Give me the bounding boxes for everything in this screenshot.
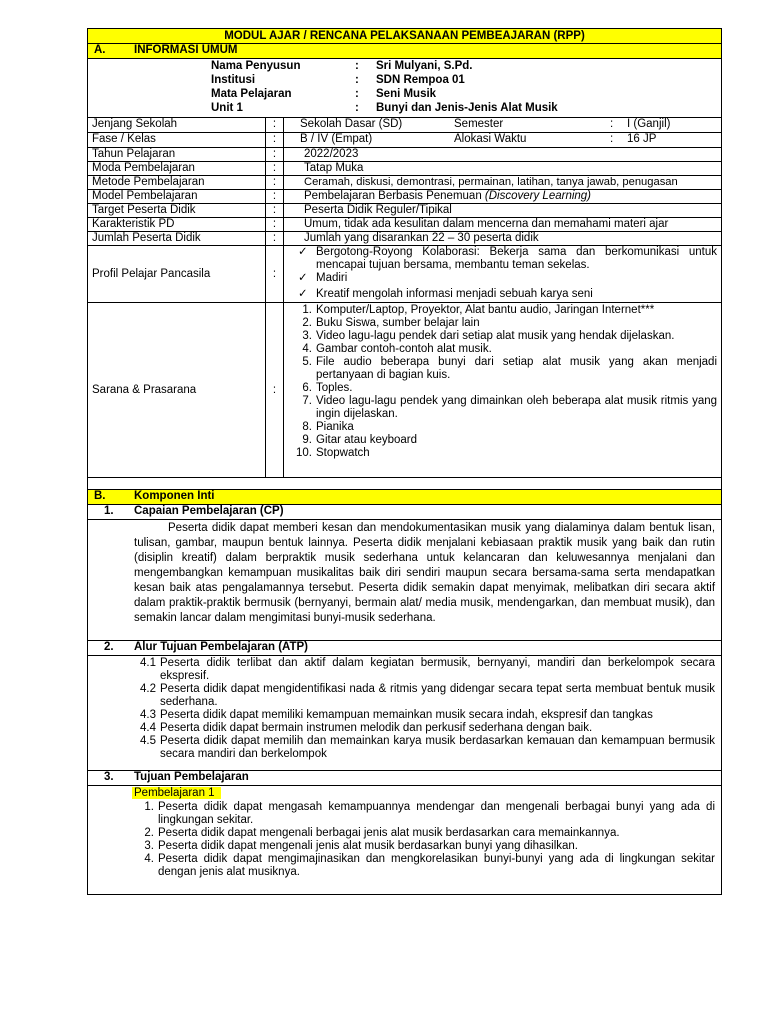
profil-item: ✓ Bergotong-Royong Kolaborasi: Bekerja sama dan berkomunikasi untuk mencapai tujuan bersama, membantu teman sekelas.	[298, 246, 718, 271]
info-label: Unit 1	[211, 102, 243, 114]
detail-label: Moda Pembelajaran	[88, 162, 266, 176]
profil-item: ✓ Madiri	[298, 272, 348, 284]
detail-colon: :	[266, 232, 284, 246]
check-icon: ✓	[298, 272, 308, 284]
model-text-italic: (Discovery Learning)	[484, 190, 592, 202]
atp-header	[88, 641, 722, 656]
info-value: Sri Mulyani, S.Pd.	[376, 60, 473, 72]
list-item: 4.4 Peserta didik dapat bermain instrumen melodik dan perkusif sederhana dengan baik.	[140, 722, 593, 734]
detail-colon: :	[266, 148, 284, 162]
semester-colon: :	[610, 118, 614, 130]
list-item: 9. Gitar atau keyboard	[302, 434, 418, 446]
general-info-block	[88, 59, 722, 118]
row-fase	[88, 133, 722, 148]
tujuan-block	[88, 786, 722, 895]
detail-label: Jumlah Peserta Didik	[88, 232, 266, 246]
atp-title: Alur Tujuan Pembelajaran (ATP)	[134, 641, 309, 653]
detail-label: Target Peserta Didik	[88, 204, 266, 218]
alokasi-colon: :	[610, 133, 614, 145]
section-a-title: INFORMASI UMUM	[134, 44, 238, 56]
list-item: 10. Stopwatch	[296, 447, 370, 459]
sarana-list	[284, 303, 722, 478]
list-item: 4.2 Peserta didik dapat mengidentifikasi nada & ritmis yang didengar secara tepat serta membuat bentuk musik sederhana.	[140, 683, 716, 708]
profil-list	[284, 246, 722, 303]
rpp-table	[87, 28, 722, 895]
tujuan-header	[88, 771, 722, 786]
row-moda	[88, 162, 722, 176]
detail-value: Sekolah Dasar (SD)	[300, 118, 403, 130]
info-row-unit	[88, 102, 721, 116]
section-a-number: A.	[94, 44, 106, 56]
row-target	[88, 204, 722, 218]
detail-colon: :	[266, 204, 284, 218]
cp-paragraph: Peserta didik dapat memberi kesan dan mendokumentasikan musik yang dialaminya dalam bentuk lisan, tulisan, gambar, maupun bentuk lainnya. Peserta didik menjalani kebiasaan praktik musik yang baik dan rutin (disiplin kreatif) dalam berpraktik musik sederhana untuk kelancaran dan keluwesannya menjalani dan mengembangkan kemampuan musikalitas baik diri sendiri maupun secara bersama-sama serta mendapatkan kesan baik atas pengalamannya tersebut. Peserta didik semakin dapat menyimak, melibatkan diri secara aktif dalam praktik-praktik bermusik (bernyanyi, bermain alat/ media musik, mendengarkan, dan membuat musik), dan semakin lancar dalam mengimitasi bunyi-musik sederhana.	[88, 520, 722, 641]
alokasi-label: Alokasi Waktu	[454, 133, 527, 145]
detail-colon: :	[266, 190, 284, 204]
detail-colon: :	[266, 246, 284, 303]
row-jenjang	[88, 118, 722, 133]
detail-colon: :	[266, 303, 284, 478]
semester-label: Semester	[454, 118, 504, 130]
list-item: 8. Pianika	[302, 421, 354, 433]
info-colon: :	[355, 88, 359, 100]
pembelajaran-label: Pembelajaran 1	[132, 787, 221, 799]
row-sarana	[88, 303, 722, 478]
detail-label: Fase / Kelas	[88, 133, 266, 148]
detail-value	[284, 190, 722, 204]
detail-colon: :	[266, 133, 284, 148]
info-value: Seni Musik	[376, 88, 437, 100]
spacer-row	[88, 478, 722, 490]
info-label: Mata Pelajaran	[211, 88, 292, 100]
atp-number: 2.	[104, 641, 114, 653]
document-title: MODUL AJAR / RENCANA PELAKSANAAN PEMBEAJARAN (RPP)	[88, 29, 722, 44]
list-item: 7. Video lagu-lagu pendek yang dimainkan oleh beberapa alat musik ritmis yang ingin dijelaskan.	[302, 395, 718, 420]
detail-value: 2022/2023	[284, 148, 722, 162]
detail-value: Jumlah yang disarankan 22 – 30 peserta didik	[284, 232, 722, 246]
list-item: 3. Peserta didik dapat mengenali jenis alat musik berdasarkan bunyi yang dihasilkan.	[144, 840, 578, 852]
info-label: Institusi	[211, 74, 256, 86]
list-item: 4. Gambar contoh-contoh alat musik.	[302, 343, 492, 355]
detail-label: Karakteristik PD	[88, 218, 266, 232]
info-row-subject	[88, 88, 721, 102]
detail-value: Umum, tidak ada kesulitan dalam mencerna dan memahami materi ajar	[284, 218, 722, 232]
cp-number: 1.	[104, 505, 114, 517]
info-colon: :	[355, 74, 359, 86]
detail-value: Peserta Didik Reguler/Tipikal	[284, 204, 722, 218]
list-item: 1. Komputer/Laptop, Proyektor, Alat bantu audio, Jaringan Internet***	[302, 304, 655, 316]
detail-colon: :	[266, 162, 284, 176]
detail-label: Sarana & Prasarana	[88, 303, 266, 478]
section-b-header	[88, 490, 722, 505]
list-item: 1. Peserta didik dapat mengasah kemampuannya mendengar dan mengenali berbagai bunyi yang ada di lingkungan sekitar.	[144, 801, 716, 826]
list-item: 4.1 Peserta didik terlibat dan aktif dalam kegiatan bermusik, bernyanyi, mandiri dan berkelompok secara ekspresif.	[140, 657, 716, 682]
row-jumlah	[88, 232, 722, 246]
section-b-number: B.	[94, 490, 106, 502]
detail-colon: :	[266, 176, 284, 190]
cp-header	[88, 505, 722, 520]
rpp-document	[87, 28, 721, 895]
list-item: 2. Peserta didik dapat mengenali berbagai jenis alat musik berdasarkan cara memainkannya.	[144, 827, 620, 839]
info-label: Nama Penyusun	[211, 60, 301, 72]
detail-label: Metode Pembelajaran	[88, 176, 266, 190]
detail-value: Ceramah, diskusi, demontrasi, permainan, latihan, tanya jawab, penugasan	[284, 176, 722, 190]
cp-title: Capaian Pembelajaran (CP)	[134, 505, 284, 517]
info-row-author	[88, 60, 721, 74]
list-item: 3. Video lagu-lagu pendek dari setiap alat musik yang hendak dijelaskan.	[302, 330, 675, 342]
section-a-header	[88, 44, 722, 59]
check-icon: ✓	[298, 288, 308, 300]
row-model	[88, 190, 722, 204]
list-item: 4.3 Peserta didik dapat memiliki kemampuan memainkan musik secara indah, ekspresif dan tangkas	[140, 709, 653, 721]
info-value: SDN Rempoa 01	[376, 74, 465, 86]
row-tahun	[88, 148, 722, 162]
detail-label: Model Pembelajaran	[88, 190, 266, 204]
atp-list	[88, 656, 722, 771]
profil-item: ✓ Kreatif mengolah informasi menjadi sebuah karya seni	[298, 288, 593, 300]
detail-value: B / IV (Empat)	[300, 133, 373, 145]
detail-value: Tatap Muka	[284, 162, 722, 176]
detail-label: Profil Pelajar Pancasila	[88, 246, 266, 303]
detail-label: Jenjang Sekolah	[88, 118, 266, 133]
row-profil	[88, 246, 722, 303]
model-text: Pembelajaran Berbasis Penemuan	[304, 190, 485, 202]
tujuan-number: 3.	[104, 771, 114, 783]
row-karakteristik	[88, 218, 722, 232]
check-icon: ✓	[298, 246, 308, 258]
detail-colon: :	[266, 118, 284, 133]
detail-colon: :	[266, 218, 284, 232]
detail-label: Tahun Pelajaran	[88, 148, 266, 162]
section-b-title: Komponen Inti	[134, 490, 215, 502]
info-value: Bunyi dan Jenis-Jenis Alat Musik	[376, 102, 558, 114]
semester-value: I (Ganjil)	[627, 118, 671, 130]
list-item: 2. Buku Siswa, sumber belajar lain	[302, 317, 480, 329]
list-item: 4. Peserta didik dapat mengimajinasikan dan mengkorelasikan bunyi-bunyi yang ada di lingkungan sekitar dengan jenis alat musiknya.	[144, 853, 716, 878]
list-item: 5. File audio beberapa bunyi dari setiap alat musik yang akan menjadi pertanyaan di bagian kuis.	[302, 356, 718, 381]
row-metode	[88, 176, 722, 190]
list-item: 4.5 Peserta didik dapat memilih dan memainkan karya musik berdasarkan kemauan dan kemampuan bermusik secara mandiri dan berkelompok	[140, 735, 716, 760]
info-colon: :	[355, 60, 359, 72]
tujuan-title: Tujuan Pembelajaran	[134, 771, 249, 783]
alokasi-value: 16 JP	[627, 133, 657, 145]
info-colon: :	[355, 102, 359, 114]
info-row-institution	[88, 74, 721, 88]
list-item: 6. Toples.	[302, 382, 353, 394]
